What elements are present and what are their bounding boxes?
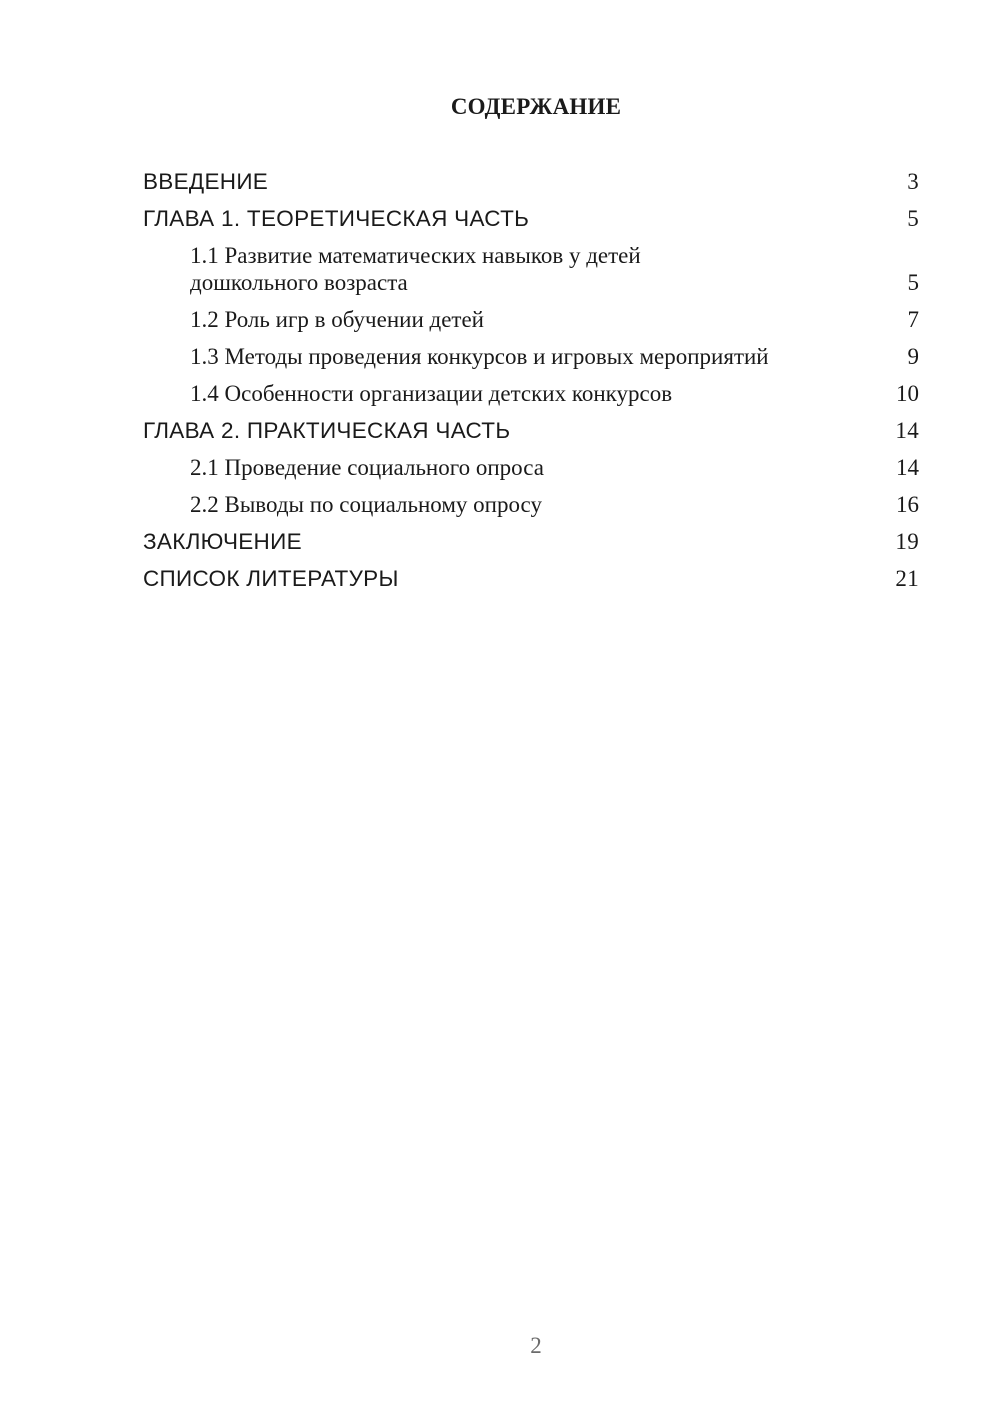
toc-entry-chapter-2[interactable] xyxy=(143,417,919,444)
toc-entry-section-1-3[interactable] xyxy=(143,343,919,370)
toc-entry-title: ВВЕДЕНИЕ xyxy=(143,169,269,194)
toc-entry-section-1-1[interactable] xyxy=(143,242,919,296)
toc-entry-title-line-1: 1.1 Развитие математических навыков у детей xyxy=(190,243,641,268)
toc-entry-page: 19 xyxy=(895,529,919,554)
toc-heading: СОДЕРЖАНИЕ xyxy=(450,94,622,119)
toc-entry-title: 1.2 Роль игр в обучении детей xyxy=(190,307,484,332)
table-of-contents xyxy=(143,168,919,602)
toc-entry-section-1-4[interactable] xyxy=(143,380,919,407)
toc-entry-page: 7 xyxy=(907,307,919,332)
toc-entry-section-1-2[interactable] xyxy=(143,306,919,333)
toc-entry-title: ГЛАВА 2. ПРАКТИЧЕСКАЯ ЧАСТЬ xyxy=(143,418,511,443)
toc-entry-title: 1.3 Методы проведения конкурсов и игровых мероприятий xyxy=(190,344,769,369)
toc-entry-page: 10 xyxy=(896,381,919,406)
toc-entry-page: 5 xyxy=(907,206,919,231)
toc-entry-conclusion[interactable] xyxy=(143,528,919,555)
toc-entry-page: 21 xyxy=(895,566,919,591)
page-number: 2 xyxy=(530,1333,542,1358)
toc-entry-title: СПИСОК ЛИТЕРАТУРЫ xyxy=(143,566,399,591)
toc-entry-section-2-1[interactable] xyxy=(143,454,919,481)
toc-entry-title xyxy=(190,242,641,296)
toc-entry-page: 9 xyxy=(907,344,919,369)
toc-entry-title: 2.2 Выводы по социальному опросу xyxy=(190,492,542,517)
toc-entry-chapter-1[interactable] xyxy=(143,205,919,232)
toc-entry-page: 5 xyxy=(907,270,919,295)
toc-entry-title: ГЛАВА 1. ТЕОРЕТИЧЕСКАЯ ЧАСТЬ xyxy=(143,206,530,231)
toc-entry-bibliography[interactable] xyxy=(143,565,919,592)
toc-entry-page: 3 xyxy=(907,169,919,194)
toc-entry-page: 16 xyxy=(896,492,919,517)
toc-entry-page: 14 xyxy=(896,455,919,480)
toc-entry-title: 1.4 Особенности организации детских конкурсов xyxy=(190,381,673,406)
toc-entry-title: 2.1 Проведение социального опроса xyxy=(190,455,544,480)
toc-entry-section-2-2[interactable] xyxy=(143,491,919,518)
toc-entry-page: 14 xyxy=(895,418,919,443)
toc-entry-title-line-2: дошкольного возраста xyxy=(190,270,408,295)
toc-entry-introduction[interactable] xyxy=(143,168,919,195)
toc-entry-title: ЗАКЛЮЧЕНИЕ xyxy=(143,529,302,554)
